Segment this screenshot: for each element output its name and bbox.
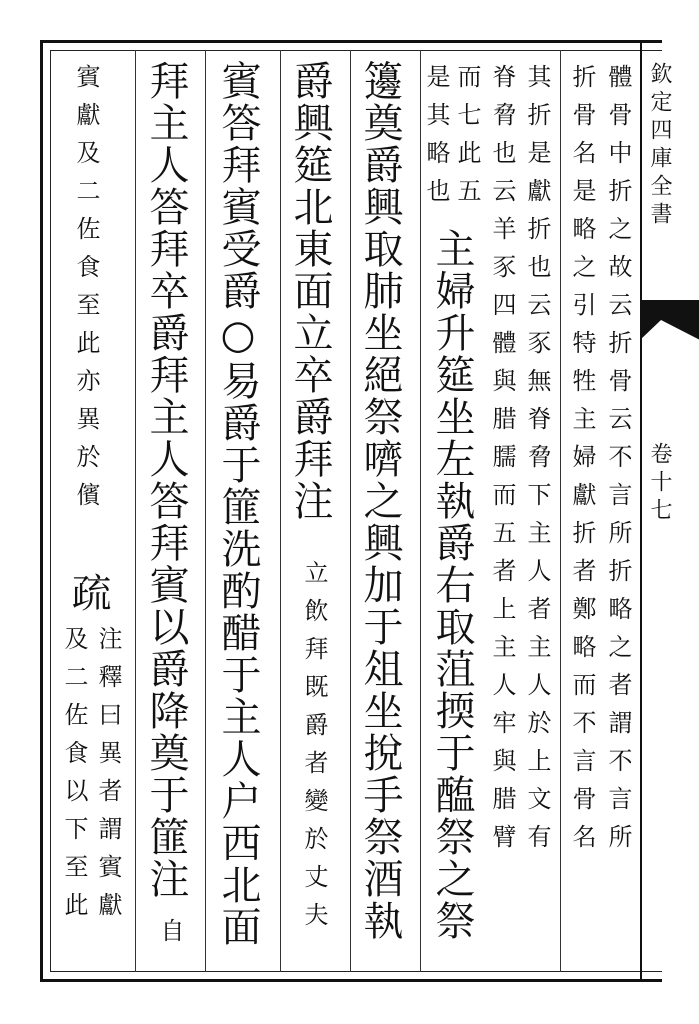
text-column-12: 賓獻及二佐食至此亦異於儐 [72,64,100,520]
text-column-3: 其折是獻折也云豕無脊脅下主人者主人於上文有 [523,64,551,862]
margin-title: 欽定四庫全書 [647,62,672,230]
column-rule [280,50,281,972]
text-column-4: 脊脅也云羊豕四體與腊臑而五者上主人牢與腊臂 [488,64,516,862]
text-column-8: 籩奠爵興取肺坐絕祭嚌之興加于俎坐挩手祭酒執 [357,60,403,942]
text-column-12-heading: 疏 [65,572,111,614]
text-column-1: 體骨中折之故云折骨云不言所折略之者謂不言所 [604,64,632,862]
column-rule [205,50,206,972]
text-column-6: 是其略也 [422,64,450,216]
text-column-2: 折骨名是略之引特牲主婦獻折者鄭略而不言骨名 [568,64,596,862]
text-column-5: 而七此五 [453,64,481,216]
text-column-9-note: 立飲拜既爵者變於丈夫 [300,560,328,940]
text-column-11: 拜主人答拜卒爵拜主人答拜賓以爵降奠于篚注 [143,60,189,900]
text-column-12-note-a: 注釋曰異者謂賓獻 [94,626,122,930]
text-column-12-note-b: 及二佐食以下至此 [60,626,88,930]
column-rule [135,50,136,972]
column-rule [560,50,561,972]
column-rule [420,50,421,972]
text-column-11-note: 自 [156,918,184,956]
text-column-7: 主婦升筵坐左執爵右取菹㨎于醢祭之祭 [429,228,475,942]
text-column-10: 賓答拜賓受爵○易爵于篚洗酌醋于主人户西北面 [215,60,261,948]
column-rule [350,50,351,972]
text-column-9: 爵興筵北東面立卒爵拜注 [287,60,333,522]
margin-volume: 卷十七 [647,442,672,526]
